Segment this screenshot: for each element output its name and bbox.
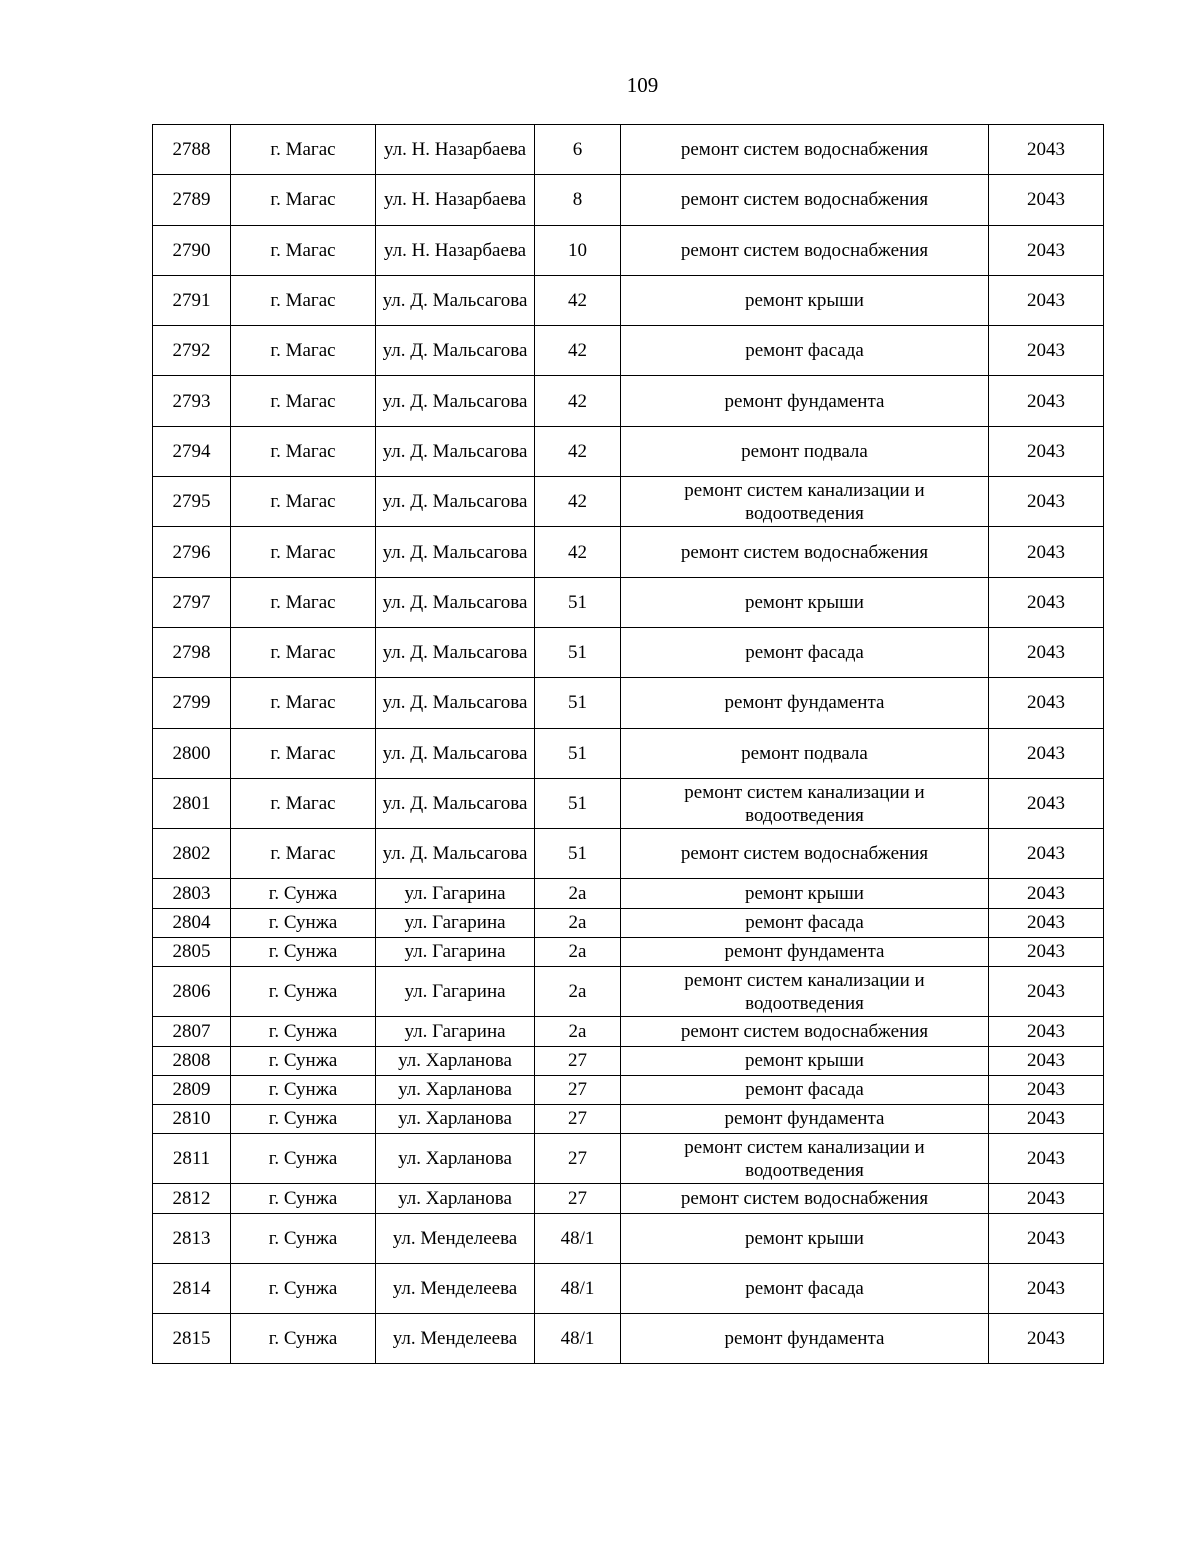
row-number-cell: 2800 [153,728,231,778]
city-cell: г. Магас [231,778,376,828]
street-cell: ул. Гагарина [376,1017,535,1046]
work-type-cell: ремонт фундамента [621,678,989,728]
house-number-cell: 51 [535,778,621,828]
house-number-cell: 42 [535,376,621,426]
house-number-cell: 2а [535,967,621,1017]
table-row [153,778,1104,828]
repair-schedule-table [152,124,1104,1364]
row-number-cell: 2797 [153,577,231,627]
work-type-cell: ремонт систем водоснабжения [621,1184,989,1213]
work-type-cell: ремонт систем водоснабжения [621,125,989,175]
planned-year-cell: 2043 [989,376,1104,426]
work-type-cell: ремонт систем канализации и водоотведения [621,1134,989,1184]
planned-year-cell: 2043 [989,1017,1104,1046]
street-cell: ул. Менделеева [376,1213,535,1263]
house-number-cell: 27 [535,1134,621,1184]
row-number-cell: 2803 [153,879,231,908]
work-type-cell: ремонт подвала [621,426,989,476]
planned-year-cell: 2043 [989,1104,1104,1133]
table-row [153,1046,1104,1075]
row-number-cell: 2794 [153,426,231,476]
work-type-cell: ремонт фасада [621,326,989,376]
table-row [153,937,1104,966]
row-number-cell: 2795 [153,477,231,527]
planned-year-cell: 2043 [989,728,1104,778]
row-number-cell: 2790 [153,225,231,275]
city-cell: г. Сунжа [231,1075,376,1104]
row-number-cell: 2792 [153,326,231,376]
city-cell: г. Сунжа [231,1263,376,1313]
row-number-cell: 2814 [153,1263,231,1313]
street-cell: ул. Харланова [376,1075,535,1104]
table-row [153,829,1104,879]
work-type-cell: ремонт систем канализации и водоотведения [621,477,989,527]
planned-year-cell: 2043 [989,125,1104,175]
city-cell: г. Сунжа [231,1314,376,1364]
row-number-cell: 2796 [153,527,231,577]
city-cell: г. Сунжа [231,937,376,966]
street-cell: ул. Д. Мальсагова [376,477,535,527]
planned-year-cell: 2043 [989,967,1104,1017]
table-body [153,125,1104,1364]
street-cell: ул. Гагарина [376,908,535,937]
table-row [153,908,1104,937]
table-row [153,326,1104,376]
work-type-cell: ремонт фасада [621,1075,989,1104]
house-number-cell: 8 [535,175,621,225]
city-cell: г. Сунжа [231,908,376,937]
row-number-cell: 2788 [153,125,231,175]
house-number-cell: 51 [535,577,621,627]
table-row [153,879,1104,908]
work-type-cell: ремонт систем водоснабжения [621,829,989,879]
house-number-cell: 51 [535,829,621,879]
house-number-cell: 42 [535,275,621,325]
planned-year-cell: 2043 [989,1134,1104,1184]
table-row [153,1017,1104,1046]
house-number-cell: 2а [535,879,621,908]
row-number-cell: 2801 [153,778,231,828]
row-number-cell: 2813 [153,1213,231,1263]
street-cell: ул. Д. Мальсагова [376,778,535,828]
row-number-cell: 2791 [153,275,231,325]
house-number-cell: 48/1 [535,1263,621,1313]
street-cell: ул. Менделеева [376,1314,535,1364]
city-cell: г. Магас [231,678,376,728]
city-cell: г. Магас [231,225,376,275]
table-row [153,477,1104,527]
work-type-cell: ремонт крыши [621,577,989,627]
table-row [153,527,1104,577]
house-number-cell: 2а [535,1017,621,1046]
planned-year-cell: 2043 [989,426,1104,476]
city-cell: г. Магас [231,527,376,577]
planned-year-cell: 2043 [989,225,1104,275]
city-cell: г. Магас [231,376,376,426]
street-cell: ул. Менделеева [376,1263,535,1313]
work-type-cell: ремонт систем канализации и водоотведения [621,778,989,828]
house-number-cell: 48/1 [535,1314,621,1364]
work-type-cell: ремонт систем водоснабжения [621,175,989,225]
city-cell: г. Сунжа [231,1104,376,1133]
row-number-cell: 2802 [153,829,231,879]
house-number-cell: 51 [535,627,621,677]
work-type-cell: ремонт фасада [621,908,989,937]
street-cell: ул. Гагарина [376,937,535,966]
table-row [153,426,1104,476]
page-number: 109 [626,73,659,97]
planned-year-cell: 2043 [989,937,1104,966]
table-row [153,1184,1104,1213]
street-cell: ул. Н. Назарбаева [376,225,535,275]
street-cell: ул. Д. Мальсагова [376,426,535,476]
house-number-cell: 51 [535,678,621,728]
table-row [153,1104,1104,1133]
row-number-cell: 2815 [153,1314,231,1364]
house-number-cell: 42 [535,477,621,527]
planned-year-cell: 2043 [989,527,1104,577]
house-number-cell: 27 [535,1184,621,1213]
table-row [153,1314,1104,1364]
table-row [153,1134,1104,1184]
row-number-cell: 2806 [153,967,231,1017]
row-number-cell: 2810 [153,1104,231,1133]
house-number-cell: 6 [535,125,621,175]
street-cell: ул. Д. Мальсагова [376,678,535,728]
street-cell: ул. Д. Мальсагова [376,728,535,778]
table-row [153,967,1104,1017]
row-number-cell: 2793 [153,376,231,426]
row-number-cell: 2799 [153,678,231,728]
city-cell: г. Сунжа [231,1046,376,1075]
work-type-cell: ремонт крыши [621,275,989,325]
work-type-cell: ремонт систем водоснабжения [621,527,989,577]
city-cell: г. Магас [231,426,376,476]
planned-year-cell: 2043 [989,627,1104,677]
house-number-cell: 48/1 [535,1213,621,1263]
work-type-cell: ремонт фасада [621,1263,989,1313]
street-cell: ул. Д. Мальсагова [376,577,535,627]
street-cell: ул. Д. Мальсагова [376,326,535,376]
work-type-cell: ремонт крыши [621,1046,989,1075]
table-row [153,577,1104,627]
street-cell: ул. Харланова [376,1104,535,1133]
city-cell: г. Магас [231,275,376,325]
city-cell: г. Сунжа [231,879,376,908]
house-number-cell: 27 [535,1104,621,1133]
street-cell: ул. Д. Мальсагова [376,627,535,677]
table-row [153,1213,1104,1263]
table-row [153,1075,1104,1104]
row-number-cell: 2809 [153,1075,231,1104]
city-cell: г. Магас [231,728,376,778]
row-number-cell: 2805 [153,937,231,966]
row-number-cell: 2804 [153,908,231,937]
house-number-cell: 42 [535,527,621,577]
city-cell: г. Сунжа [231,1017,376,1046]
city-cell: г. Магас [231,125,376,175]
planned-year-cell: 2043 [989,1263,1104,1313]
work-type-cell: ремонт крыши [621,1213,989,1263]
house-number-cell: 2а [535,908,621,937]
street-cell: ул. Н. Назарбаева [376,125,535,175]
street-cell: ул. Гагарина [376,879,535,908]
table-row [153,627,1104,677]
house-number-cell: 10 [535,225,621,275]
city-cell: г. Сунжа [231,1213,376,1263]
work-type-cell: ремонт фундамента [621,1314,989,1364]
street-cell: ул. Харланова [376,1184,535,1213]
street-cell: ул. Н. Назарбаева [376,175,535,225]
house-number-cell: 51 [535,728,621,778]
planned-year-cell: 2043 [989,829,1104,879]
planned-year-cell: 2043 [989,175,1104,225]
planned-year-cell: 2043 [989,908,1104,937]
table-row [153,376,1104,426]
table-row [153,678,1104,728]
planned-year-cell: 2043 [989,1075,1104,1104]
city-cell: г. Магас [231,627,376,677]
work-type-cell: ремонт фундамента [621,937,989,966]
table-row [153,175,1104,225]
planned-year-cell: 2043 [989,1213,1104,1263]
city-cell: г. Сунжа [231,1134,376,1184]
planned-year-cell: 2043 [989,1314,1104,1364]
work-type-cell: ремонт фасада [621,627,989,677]
planned-year-cell: 2043 [989,678,1104,728]
city-cell: г. Магас [231,577,376,627]
house-number-cell: 2а [535,937,621,966]
planned-year-cell: 2043 [989,1046,1104,1075]
work-type-cell: ремонт систем канализации и водоотведения [621,967,989,1017]
work-type-cell: ремонт систем водоснабжения [621,225,989,275]
row-number-cell: 2808 [153,1046,231,1075]
street-cell: ул. Д. Мальсагова [376,376,535,426]
planned-year-cell: 2043 [989,879,1104,908]
city-cell: г. Сунжа [231,1184,376,1213]
table-row [153,275,1104,325]
street-cell: ул. Харланова [376,1134,535,1184]
work-type-cell: ремонт крыши [621,879,989,908]
city-cell: г. Сунжа [231,967,376,1017]
work-type-cell: ремонт фундамента [621,376,989,426]
planned-year-cell: 2043 [989,778,1104,828]
house-number-cell: 42 [535,426,621,476]
planned-year-cell: 2043 [989,577,1104,627]
house-number-cell: 42 [535,326,621,376]
city-cell: г. Магас [231,175,376,225]
street-cell: ул. Д. Мальсагова [376,829,535,879]
work-type-cell: ремонт подвала [621,728,989,778]
row-number-cell: 2811 [153,1134,231,1184]
row-number-cell: 2798 [153,627,231,677]
planned-year-cell: 2043 [989,275,1104,325]
street-cell: ул. Гагарина [376,967,535,1017]
row-number-cell: 2789 [153,175,231,225]
work-type-cell: ремонт фундамента [621,1104,989,1133]
planned-year-cell: 2043 [989,477,1104,527]
city-cell: г. Магас [231,829,376,879]
street-cell: ул. Д. Мальсагова [376,275,535,325]
planned-year-cell: 2043 [989,326,1104,376]
city-cell: г. Магас [231,477,376,527]
table-row [153,125,1104,175]
table-row [153,225,1104,275]
table-row [153,1263,1104,1313]
table-row [153,728,1104,778]
street-cell: ул. Харланова [376,1046,535,1075]
row-number-cell: 2807 [153,1017,231,1046]
house-number-cell: 27 [535,1046,621,1075]
city-cell: г. Магас [231,326,376,376]
street-cell: ул. Д. Мальсагова [376,527,535,577]
planned-year-cell: 2043 [989,1184,1104,1213]
row-number-cell: 2812 [153,1184,231,1213]
work-type-cell: ремонт систем водоснабжения [621,1017,989,1046]
house-number-cell: 27 [535,1075,621,1104]
